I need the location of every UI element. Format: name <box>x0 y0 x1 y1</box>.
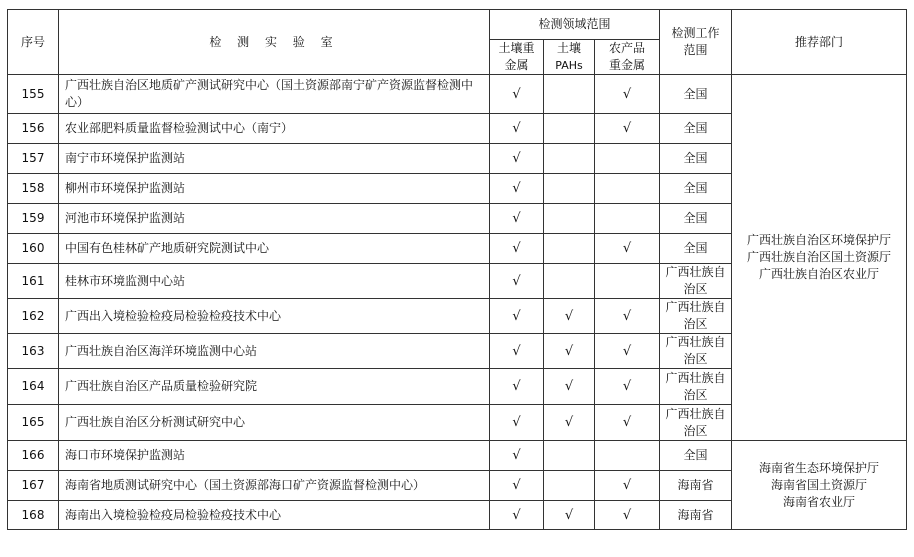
row-pahs-check: √ <box>544 501 595 530</box>
row-work-scope <box>660 204 732 234</box>
row-seq: 158 <box>8 174 59 204</box>
row-seq: 168 <box>8 501 59 530</box>
dept-line: 海南省生态环境保护厅 <box>759 460 880 475</box>
row-work-scope-text: 全国 <box>683 121 708 135</box>
row-pahs-check <box>544 75 595 114</box>
row-work-scope-text: 广西壮族自治区 <box>665 406 726 438</box>
row-lab-name: 广西壮族自治区海洋环境监测中心站 <box>59 334 490 369</box>
row-lab-name: 海南省地质测试研究中心（国土资源部海口矿产资源监督检测中心） <box>59 471 490 501</box>
row-agri-metal-check <box>595 144 660 174</box>
row-seq: 166 <box>8 441 59 471</box>
row-soil-metal-check: √ <box>490 114 544 144</box>
header-agri-metal-text: 农产品重金属 <box>609 41 646 72</box>
row-lab-name: 河池市环境保护监测站 <box>59 204 490 234</box>
row-seq: 156 <box>8 114 59 144</box>
row-agri-metal-check <box>595 441 660 471</box>
dept-line: 广西壮族自治区农业厅 <box>759 267 880 281</box>
row-pahs-check: √ <box>544 299 595 334</box>
row-seq: 164 <box>8 369 59 405</box>
row-work-scope-text: 广西壮族自治区 <box>665 265 726 296</box>
row-lab-name: 海南出入境检验检疫局检验检疫技术中心 <box>59 501 490 530</box>
row-work-scope <box>660 234 732 264</box>
row-work-scope-text: 全国 <box>683 86 708 101</box>
row-pahs-check <box>544 114 595 144</box>
header-domain: 检测领域范围 <box>490 10 660 40</box>
row-work-scope-text: 全国 <box>683 448 708 462</box>
recommending-dept <box>732 441 907 530</box>
row-work-scope-text: 广西壮族自治区 <box>665 300 726 331</box>
row-agri-metal-check: √ <box>595 369 660 405</box>
header-seq: 序号 <box>8 10 59 75</box>
header-soil-pahs <box>544 40 595 75</box>
dept-line: 海南省国土资源厅 <box>771 477 868 492</box>
row-soil-metal-check: √ <box>490 501 544 530</box>
table-body <box>8 75 907 530</box>
dept-line: 广西壮族自治区环境保护厅 <box>747 233 892 247</box>
row-lab-name: 广西壮族自治区地质矿产测试研究中心（国土资源部南宁矿产资源监督检测中心） <box>59 75 490 114</box>
row-soil-metal-check: √ <box>490 405 544 441</box>
row-work-scope-text: 海南省 <box>677 507 714 522</box>
row-lab-name: 广西出入境检验检疫局检验检疫技术中心 <box>59 299 490 334</box>
row-pahs-check <box>544 174 595 204</box>
row-work-scope <box>660 75 732 114</box>
row-agri-metal-check <box>595 204 660 234</box>
row-work-scope-text: 全国 <box>683 211 708 225</box>
row-lab-name: 中国有色桂林矿产地质研究院测试中心 <box>59 234 490 264</box>
row-soil-metal-check: √ <box>490 299 544 334</box>
row-soil-metal-check: √ <box>490 471 544 501</box>
row-lab-name: 广西壮族自治区分析测试研究中心 <box>59 405 490 441</box>
header-dept: 推荐部门 <box>732 10 907 75</box>
row-agri-metal-check: √ <box>595 501 660 530</box>
row-seq: 155 <box>8 75 59 114</box>
row-soil-metal-check: √ <box>490 369 544 405</box>
row-soil-metal-check: √ <box>490 144 544 174</box>
row-agri-metal-check: √ <box>595 234 660 264</box>
row-agri-metal-check: √ <box>595 405 660 441</box>
row-pahs-check <box>544 204 595 234</box>
row-soil-metal-check: √ <box>490 174 544 204</box>
header-soil-pahs-line2: PAHs <box>555 59 583 72</box>
row-seq: 162 <box>8 299 59 334</box>
dept-line: 广西壮族自治区国土资源厅 <box>747 250 892 264</box>
header-soil-metal-text: 土壤重金属 <box>498 41 535 72</box>
row-soil-metal-check: √ <box>490 441 544 471</box>
recommending-dept <box>732 75 907 441</box>
header-work-scope-text: 检测工作范围 <box>671 26 720 57</box>
row-soil-metal-check: √ <box>490 234 544 264</box>
row-pahs-check <box>544 471 595 501</box>
row-pahs-check <box>544 144 595 174</box>
row-seq: 163 <box>8 334 59 369</box>
row-seq: 161 <box>8 264 59 299</box>
header-lab: 检 测 实 验 室 <box>59 10 490 75</box>
row-work-scope <box>660 144 732 174</box>
row-lab-name: 农业部肥料质量监督检验测试中心（南宁） <box>59 114 490 144</box>
row-agri-metal-check: √ <box>595 114 660 144</box>
header-soil-pahs-line1: 土壤 <box>556 41 581 55</box>
row-work-scope <box>660 441 732 471</box>
dept-line: 海南省农业厅 <box>783 494 856 509</box>
row-agri-metal-check: √ <box>595 299 660 334</box>
row-agri-metal-check <box>595 174 660 204</box>
header-soil-metal <box>490 40 544 75</box>
row-work-scope <box>660 264 732 299</box>
row-soil-metal-check: √ <box>490 75 544 114</box>
row-work-scope-text: 全国 <box>683 181 708 195</box>
row-work-scope-text: 广西壮族自治区 <box>665 370 726 402</box>
row-work-scope <box>660 369 732 405</box>
row-agri-metal-check <box>595 264 660 299</box>
row-pahs-check: √ <box>544 369 595 405</box>
row-seq: 160 <box>8 234 59 264</box>
lab-table <box>7 9 907 530</box>
row-pahs-check <box>544 234 595 264</box>
row-seq: 159 <box>8 204 59 234</box>
row-pahs-check: √ <box>544 405 595 441</box>
row-work-scope <box>660 114 732 144</box>
row-soil-metal-check: √ <box>490 264 544 299</box>
row-agri-metal-check: √ <box>595 471 660 501</box>
row-work-scope-text: 全国 <box>683 241 708 255</box>
row-agri-metal-check: √ <box>595 334 660 369</box>
row-work-scope <box>660 299 732 334</box>
row-work-scope <box>660 405 732 441</box>
table-row <box>8 75 907 114</box>
row-work-scope <box>660 471 732 501</box>
row-work-scope <box>660 501 732 530</box>
header-work-scope <box>660 10 732 75</box>
row-lab-name: 广西壮族自治区产品质量检验研究院 <box>59 369 490 405</box>
row-work-scope-text: 广西壮族自治区 <box>665 335 726 366</box>
row-work-scope <box>660 334 732 369</box>
header-agri-metal <box>595 40 660 75</box>
row-seq: 157 <box>8 144 59 174</box>
row-soil-metal-check: √ <box>490 204 544 234</box>
row-lab-name: 桂林市环境监测中心站 <box>59 264 490 299</box>
row-seq: 167 <box>8 471 59 501</box>
row-pahs-check <box>544 441 595 471</box>
row-pahs-check: √ <box>544 334 595 369</box>
row-pahs-check <box>544 264 595 299</box>
row-seq: 165 <box>8 405 59 441</box>
row-lab-name: 柳州市环境保护监测站 <box>59 174 490 204</box>
row-lab-name: 海口市环境保护监测站 <box>59 441 490 471</box>
row-work-scope <box>660 174 732 204</box>
table-row <box>8 441 907 471</box>
row-work-scope-text: 海南省 <box>677 478 714 492</box>
row-agri-metal-check: √ <box>595 75 660 114</box>
row-lab-name: 南宁市环境保护监测站 <box>59 144 490 174</box>
row-work-scope-text: 全国 <box>683 151 708 165</box>
row-soil-metal-check: √ <box>490 334 544 369</box>
